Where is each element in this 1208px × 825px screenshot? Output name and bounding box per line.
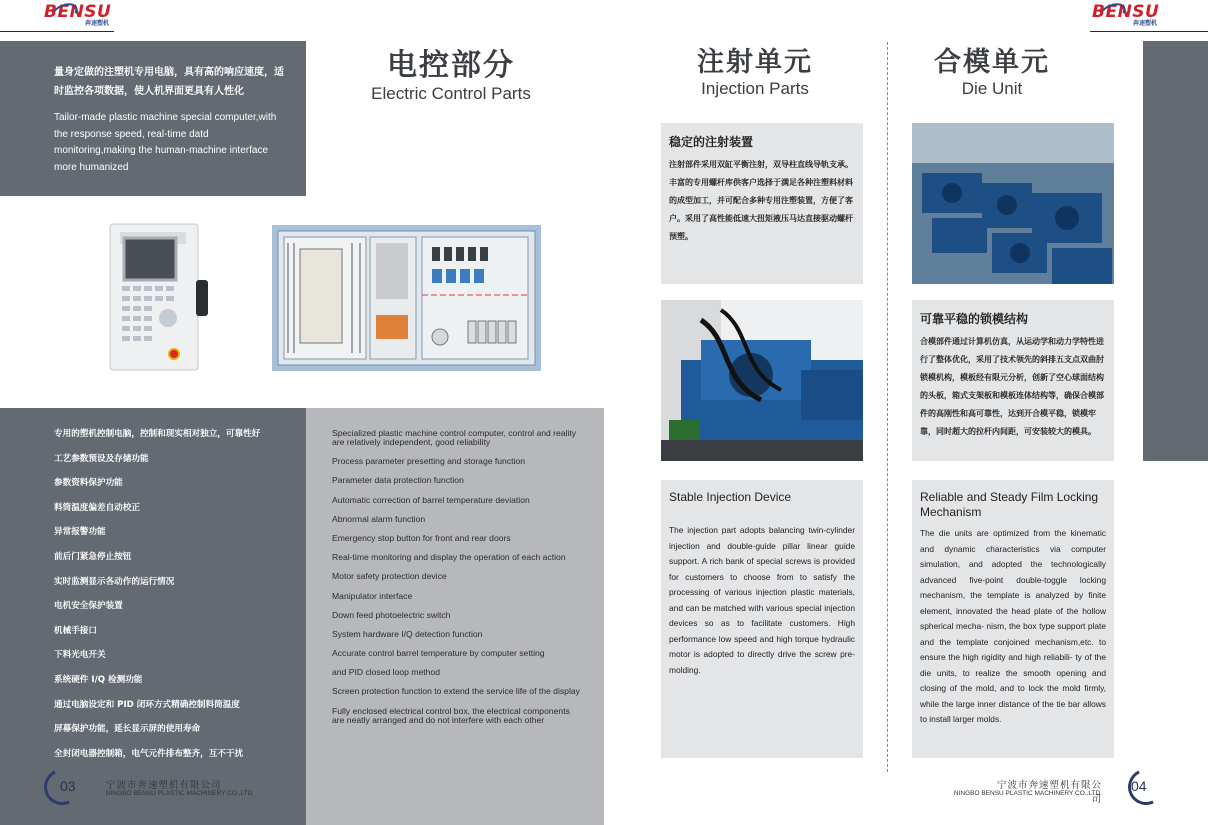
intro-panel bbox=[0, 41, 306, 196]
feature-en-item: Process parameter presetting and storage function bbox=[332, 456, 525, 467]
feature-cn-item: 机械手接口 bbox=[54, 625, 97, 636]
injection-title-cn: 注射单元 bbox=[697, 47, 813, 78]
feature-cn-item: 前后门紧急停止按钮 bbox=[54, 551, 132, 562]
features-en-panel bbox=[306, 408, 604, 825]
features-en-list bbox=[332, 429, 584, 725]
injection-cn-card bbox=[661, 123, 863, 284]
feature-en-item: Automatic correction of barrel temperature deviation bbox=[332, 494, 530, 505]
feature-en-item: System hardware I/Q detection function bbox=[332, 628, 483, 639]
die-en-card-title: Reliable and Steady Film Locking Mechanism bbox=[920, 490, 1099, 519]
logo-subtext: 奔速塑机 bbox=[85, 20, 110, 27]
header-rule-right bbox=[1090, 31, 1208, 32]
injection-unit-image bbox=[661, 300, 863, 461]
feature-en-item: and PID closed loop method bbox=[332, 667, 440, 678]
feature-en-item: Real-time monitoring and display the operation of each action bbox=[332, 552, 566, 563]
header-rule-left bbox=[0, 31, 114, 32]
feature-cn-item: 屏幕保护功能，延长显示屏的使用寿命 bbox=[54, 724, 201, 735]
control-panel-image bbox=[108, 222, 212, 372]
feature-en-item: Parameter data protection function bbox=[332, 475, 464, 486]
logo-wordmark: BENSU bbox=[1092, 2, 1160, 22]
company-name-cn-right: 宁波市奔速塑机有限公司 bbox=[996, 780, 1102, 805]
injection-en-card-body: The injection part adopts balancing twin-cylinder injection and double-guide pillar linear guide support. A rich bank of special screws is provided for customers to choose from to satisfy the processing of various injection plastic materials, and can be matched with various special injection devices so as to facilitate customers. High performance low speed and high torque hydraulic motor is adopted to directly drive the screw pre-molding. bbox=[669, 525, 855, 675]
company-name-en-left: NINGBO BENSU PLASTIC MACHINERY CO.,LTD. bbox=[106, 790, 255, 797]
die-cn-card-body: 合模部件通过计算机仿真，从运动学和动力学特性进行了整体优化，采用了技术领先的斜排五支点双曲肘锁模机构，模板经有限元分析，创新了空心球面结构的头板，箱式支架板和模板连体结构等，确保合模部件的高刚性和高可靠性，达到开合模平稳，锁模牢靠，同时超大的拉杆内间距，可安装较大的模具。 bbox=[920, 337, 1104, 436]
logo-subtext: 奔速塑机 bbox=[1133, 20, 1158, 27]
die-en-card bbox=[912, 480, 1114, 758]
electric-title-en: Electric Control Parts bbox=[371, 84, 531, 103]
feature-en-item: Screen protection function to extend the service life of the display bbox=[332, 686, 580, 697]
die-unit-image bbox=[912, 123, 1114, 284]
injection-title-en: Injection Parts bbox=[701, 79, 809, 98]
features-cn-panel bbox=[0, 408, 306, 825]
die-title-block bbox=[912, 40, 1072, 99]
right-edge-bar bbox=[1143, 41, 1208, 461]
feature-en-item: Accurate control barrel temperature by computer setting bbox=[332, 648, 545, 659]
feature-cn-item: 通过电脑设定和 PID 闭环方式精确控制料筒温度 bbox=[54, 699, 240, 710]
feature-en-item: Down feed photoelectric switch bbox=[332, 609, 451, 620]
feature-cn-item: 参数资料保护功能 bbox=[54, 478, 123, 489]
electrical-cabinet-image bbox=[272, 225, 541, 371]
electric-title-cn: 电控部分 bbox=[387, 48, 515, 83]
feature-cn-item: 料筒温度偏差自动校正 bbox=[54, 502, 140, 513]
brand-logo-left bbox=[44, 2, 120, 28]
injection-cn-card-body: 注射部件采用双缸平衡注射，双导柱直线导轨支承。丰富的专用螺杆库供客户选择于满足各种注塑料材料的成型加工，并可配合多种专用注塑装置，方便了客户。采用了高性能低速大扭矩液压马达直接驱动螺杆预塑。 bbox=[669, 160, 853, 241]
injection-en-card bbox=[661, 480, 863, 758]
brand-logo-right bbox=[1092, 2, 1168, 28]
die-title-en: Die Unit bbox=[961, 79, 1023, 98]
logo-wordmark: BENSU bbox=[44, 2, 112, 22]
die-cn-card-title: 可靠平稳的锁模结构 bbox=[920, 312, 1029, 326]
intro-cn-text: 量身定做的注塑机专用电脑，具有高的响应速度，适时监控各项数据，使人机界面更具有人性化 bbox=[54, 67, 284, 97]
injection-title-block bbox=[660, 40, 850, 99]
feature-en-item: Motor safety protection device bbox=[332, 571, 447, 582]
column-divider bbox=[887, 42, 888, 772]
feature-cn-item: 工艺参数预设及存储功能 bbox=[54, 453, 149, 464]
feature-cn-item: 专用的塑机控制电脑，控制和现实相对独立，可靠性好 bbox=[54, 429, 261, 439]
feature-cn-item: 电机安全保护装置 bbox=[54, 601, 123, 612]
page-number-right: 04 bbox=[1131, 778, 1147, 794]
feature-en-item: Specialized plastic machine control computer, control and reality are relatively independent, good reliability bbox=[332, 428, 577, 447]
die-title-cn: 合模单元 bbox=[934, 47, 1050, 78]
feature-cn-item: 下料光电开关 bbox=[54, 650, 106, 661]
feature-cn-item: 实时监测显示各动作的运行情况 bbox=[54, 576, 175, 587]
feature-en-item: Manipulator interface bbox=[332, 590, 413, 601]
page-number-left: 03 bbox=[60, 778, 76, 794]
feature-cn-item: 全封闭电器控制箱，电气元件排布整齐，互不干扰 bbox=[54, 748, 244, 759]
feature-en-item: Abnormal alarm function bbox=[332, 513, 426, 524]
features-cn-list bbox=[54, 428, 306, 772]
die-en-card-body: The die units are optimized from the kinematic and dynamic characteristics via computer simulation, and adopted the technologically advanced five-point double-toggle locking mechanism, the template is analyzed by finite element, innovated the head plate of the hollow spherical mecha- nism, the box type support plate and the template conjoined mechanism,etc. to ensure the high rigidity and high reliabili- ty of the die units, to realize the smooth opening and closing of the mold, and to lock the mold firmly, while the large inner distance of the tie bar allows to install larger molds. bbox=[920, 528, 1106, 724]
intro-en-text: Tailor-made plastic machine special computer,with the response speed, real-time datd monitoring,making the human-machine interface more humanized bbox=[54, 112, 277, 173]
company-name-en-right: NINGBO BENSU PLASTIC MACHINERY CO.,LTD. bbox=[953, 790, 1102, 797]
injection-en-card-title: Stable Injection Device bbox=[669, 490, 792, 504]
die-cn-card bbox=[912, 300, 1114, 461]
electric-title-block bbox=[350, 40, 552, 104]
feature-cn-item: 系统硬件 I/Q 检测功能 bbox=[54, 674, 143, 685]
company-name-cn-left: 宁波市奔速塑机有限公司 bbox=[106, 780, 222, 791]
feature-en-item: Emergency stop button for front and rear doors bbox=[332, 532, 511, 543]
feature-cn-item: 异常报警功能 bbox=[54, 527, 106, 538]
feature-en-item: Fully enclosed electrical control box, the electrical components are neatly arranged and do not interfere with each other bbox=[332, 705, 570, 725]
injection-cn-card-title: 稳定的注射装置 bbox=[669, 135, 754, 149]
